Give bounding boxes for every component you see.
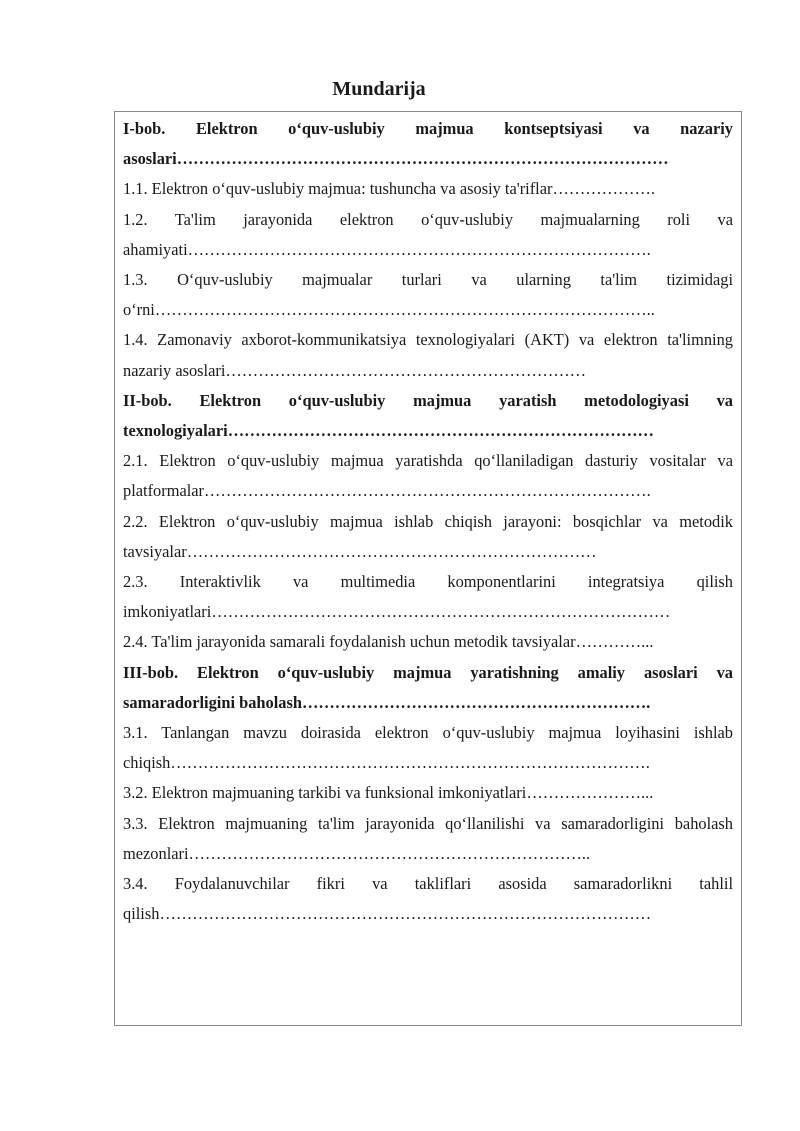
dot-leader: …………………………………………………………………………. bbox=[187, 239, 651, 259]
dot-leader: ………………………………………………………………… bbox=[186, 541, 597, 561]
toc-entry-text: 2.3. Interaktivlik va multimedia komponentlarini integratsiya qilish imkoniyatlari bbox=[123, 572, 733, 622]
toc-entry-text: 2.4. Ta'lim jarayonida samarali foydalanish uchun metodik tavsiyalar bbox=[123, 632, 576, 652]
toc-section-1-4 bbox=[123, 325, 733, 385]
toc-entry-text: 3.2. Elektron majmuaning tarkibi va funksional imkoniyatlari bbox=[123, 783, 527, 803]
toc-entry-text: 3.4. Foydalanuvchilar fikri va takliflari asosida samaradorlikni tahlil qilish bbox=[123, 874, 733, 924]
dot-leader: ………………………………………………………. bbox=[301, 692, 651, 712]
dot-leader: …………………... bbox=[526, 783, 654, 803]
toc-entry-text: 1.3. O‘quv-uslubiy majmualar turlari va ularning ta'lim tizimidagi o‘rni bbox=[123, 270, 733, 320]
toc-entry-text: II-bob. Elektron o‘quv-uslubiy majmua yaratish metodologiyasi va texnologiyalari bbox=[123, 390, 733, 441]
dot-leader: ……………………………………………………………………………. bbox=[170, 753, 650, 773]
dot-leader: ……………………………………………………………………………… bbox=[176, 149, 669, 169]
toc-entry-text: 2.1. Elektron o‘quv-uslubiy majmua yaratishda qo‘llaniladigan dasturiy vositalar va platformalar bbox=[123, 451, 733, 501]
toc-entry-text: 2.2. Elektron o‘quv-uslubiy majmua ishlab chiqish jarayoni: bosqichlar va metodik tavsiyalar bbox=[123, 511, 733, 561]
page-title: Mundarija bbox=[332, 78, 426, 100]
dot-leader: ……………………………………………………………….. bbox=[188, 843, 591, 863]
dot-leader: ………………………………………………………… bbox=[225, 360, 586, 380]
toc-section-2-4 bbox=[123, 627, 733, 657]
toc-entry-text: 3.3. Elektron majmuaning ta'lim jarayonida qo‘llanilishi va samaradorligini baholash mezonlari bbox=[123, 813, 733, 863]
toc-section-2-2 bbox=[123, 507, 733, 567]
toc-section-1-1 bbox=[123, 174, 733, 204]
toc-section-2-3 bbox=[123, 567, 733, 627]
dot-leader: …………………………………………………………………… bbox=[227, 421, 654, 441]
toc-section-1-2 bbox=[123, 205, 733, 265]
dot-leader: ……………………………………………………………………………… bbox=[159, 904, 652, 924]
table-of-contents bbox=[114, 111, 742, 1026]
toc-section-3-4 bbox=[123, 869, 733, 929]
toc-section-1-3 bbox=[123, 265, 733, 325]
dot-leader: ………………………………………………………………………… bbox=[211, 602, 671, 622]
dot-leader: …………... bbox=[575, 632, 654, 652]
toc-entry-text: III-bob. Elektron o‘quv-uslubiy majmua yaratishning amaliy asoslari va samaradorligini baholash bbox=[123, 662, 733, 712]
toc-section-3-1 bbox=[123, 718, 733, 778]
toc-chapter-2 bbox=[123, 386, 733, 446]
dot-leader: ……………………………………………………………………………….. bbox=[154, 300, 655, 320]
toc-chapter-1 bbox=[123, 114, 733, 174]
dot-leader: ………………………………………………………………………. bbox=[204, 481, 651, 501]
toc-section-3-3 bbox=[123, 809, 733, 869]
toc-section-3-2 bbox=[123, 778, 733, 808]
toc-entry-text: 1.1. Elektron o‘quv-uslubiy majmua: tushuncha va asosiy ta'riflar bbox=[123, 179, 553, 199]
toc-section-2-1 bbox=[123, 446, 733, 506]
toc-entry-text: I-bob. Elektron o‘quv-uslubiy majmua kontseptsiyasi va nazariy asoslari bbox=[123, 119, 733, 169]
dot-leader: ………………. bbox=[552, 179, 655, 199]
toc-chapter-3 bbox=[123, 658, 733, 718]
toc-entry-text: 1.4. Zamonaviy axborot-kommunikatsiya texnologiyalari (AKT) va elektron ta'limning nazariy asoslari bbox=[123, 330, 733, 380]
toc-entry-text: 1.2. Ta'lim jarayonida elektron o‘quv-uslubiy majmualarning roli va ahamiyati bbox=[123, 209, 733, 259]
toc-entry-text: 3.1. Tanlangan mavzu doirasida elektron o‘quv-uslubiy majmua loyihasini ishlab chiqish bbox=[123, 723, 733, 773]
